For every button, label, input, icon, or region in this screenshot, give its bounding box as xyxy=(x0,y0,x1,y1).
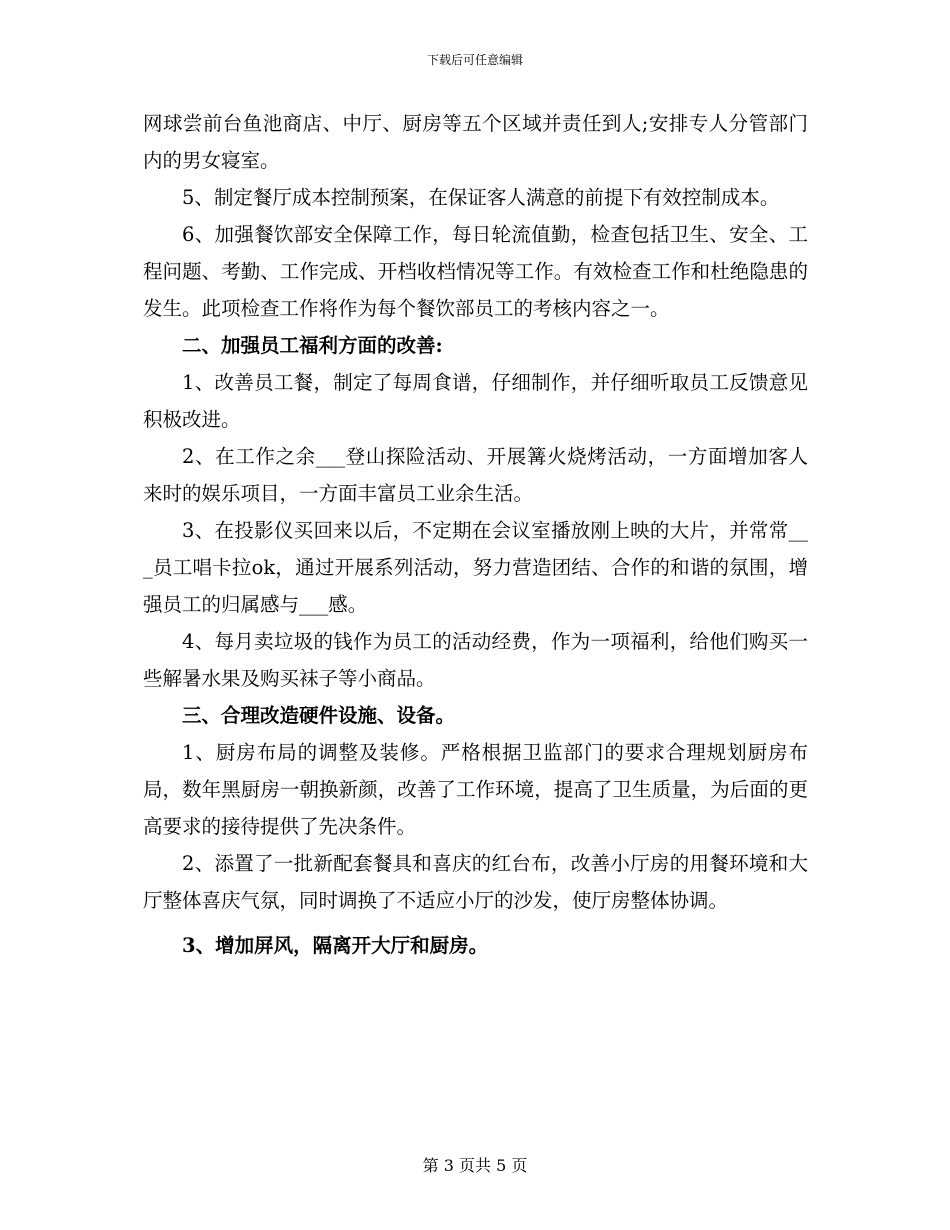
paragraph: 3、在投影仪买回来以后，不定期在会议室播放刚上映的大片，并常常___员工唱卡拉ok，通过开展系列活动，努力营造团结、合作的和谐的氛围，增强员工的归属感与___感。 xyxy=(143,519,808,616)
page-footer: 第 3 页共 5 页 xyxy=(422,1156,528,1175)
paragraph: 5、制定餐厅成本控制预案，在保证客人满意的前提下有效控制成本。 xyxy=(182,186,780,209)
paragraph: 2、添置了一批新配套餐具和喜庆的红台布，改善小厅房的用餐环境和大厅整体喜庆气氛，同时调换了不适应小厅的沙发，使厅房整体协调。 xyxy=(143,852,808,912)
paragraph: 4、每月卖垃圾的钱作为员工的活动经费，作为一项福利，给他们购买一些解暑水果及购买袜子等小商品。 xyxy=(143,630,808,690)
paragraph: 网球尝前台鱼池商店、中厅、厨房等五个区域并责任到人;安排专人分管部门内的男女寝室。 xyxy=(143,112,808,172)
section-heading: 二、加强员工福利方面的改善: xyxy=(182,334,443,357)
paragraph: 6、加强餐饮部安全保障工作，每日轮流值勤，检查包括卫生、安全、工程问题、考勤、工作完成、开档收档情况等工作。有效检查工作和杜绝隐患的发生。此项检查工作将作为每个餐饮部员工的考核内容之一。 xyxy=(143,223,808,320)
document-body xyxy=(143,105,808,964)
paragraph: 1、厨房布局的调整及装修。严格根据卫监部门的要求合理规划厨房布局，数年黑厨房一朝换新颜，改善了工作环境，提高了卫生质量，为后面的更高要求的接待提供了先决条件。 xyxy=(143,741,808,838)
section-heading: 3、增加屏风，隔离开大厅和厨房。 xyxy=(182,934,489,957)
paragraph: 1、改善员工餐，制定了每周食谱，仔细制作，并仔细听取员工反馈意见积极改进。 xyxy=(143,371,808,431)
page-header: 下载后可任意编辑 xyxy=(426,53,523,67)
section-heading: 三、合理改造硬件设施、设备。 xyxy=(182,704,456,727)
paragraph: 2、在工作之余___登山探险活动、开展篝火烧烤活动，一方面增加客人来时的娱乐项目，一方面丰富员工业余生活。 xyxy=(143,445,808,505)
